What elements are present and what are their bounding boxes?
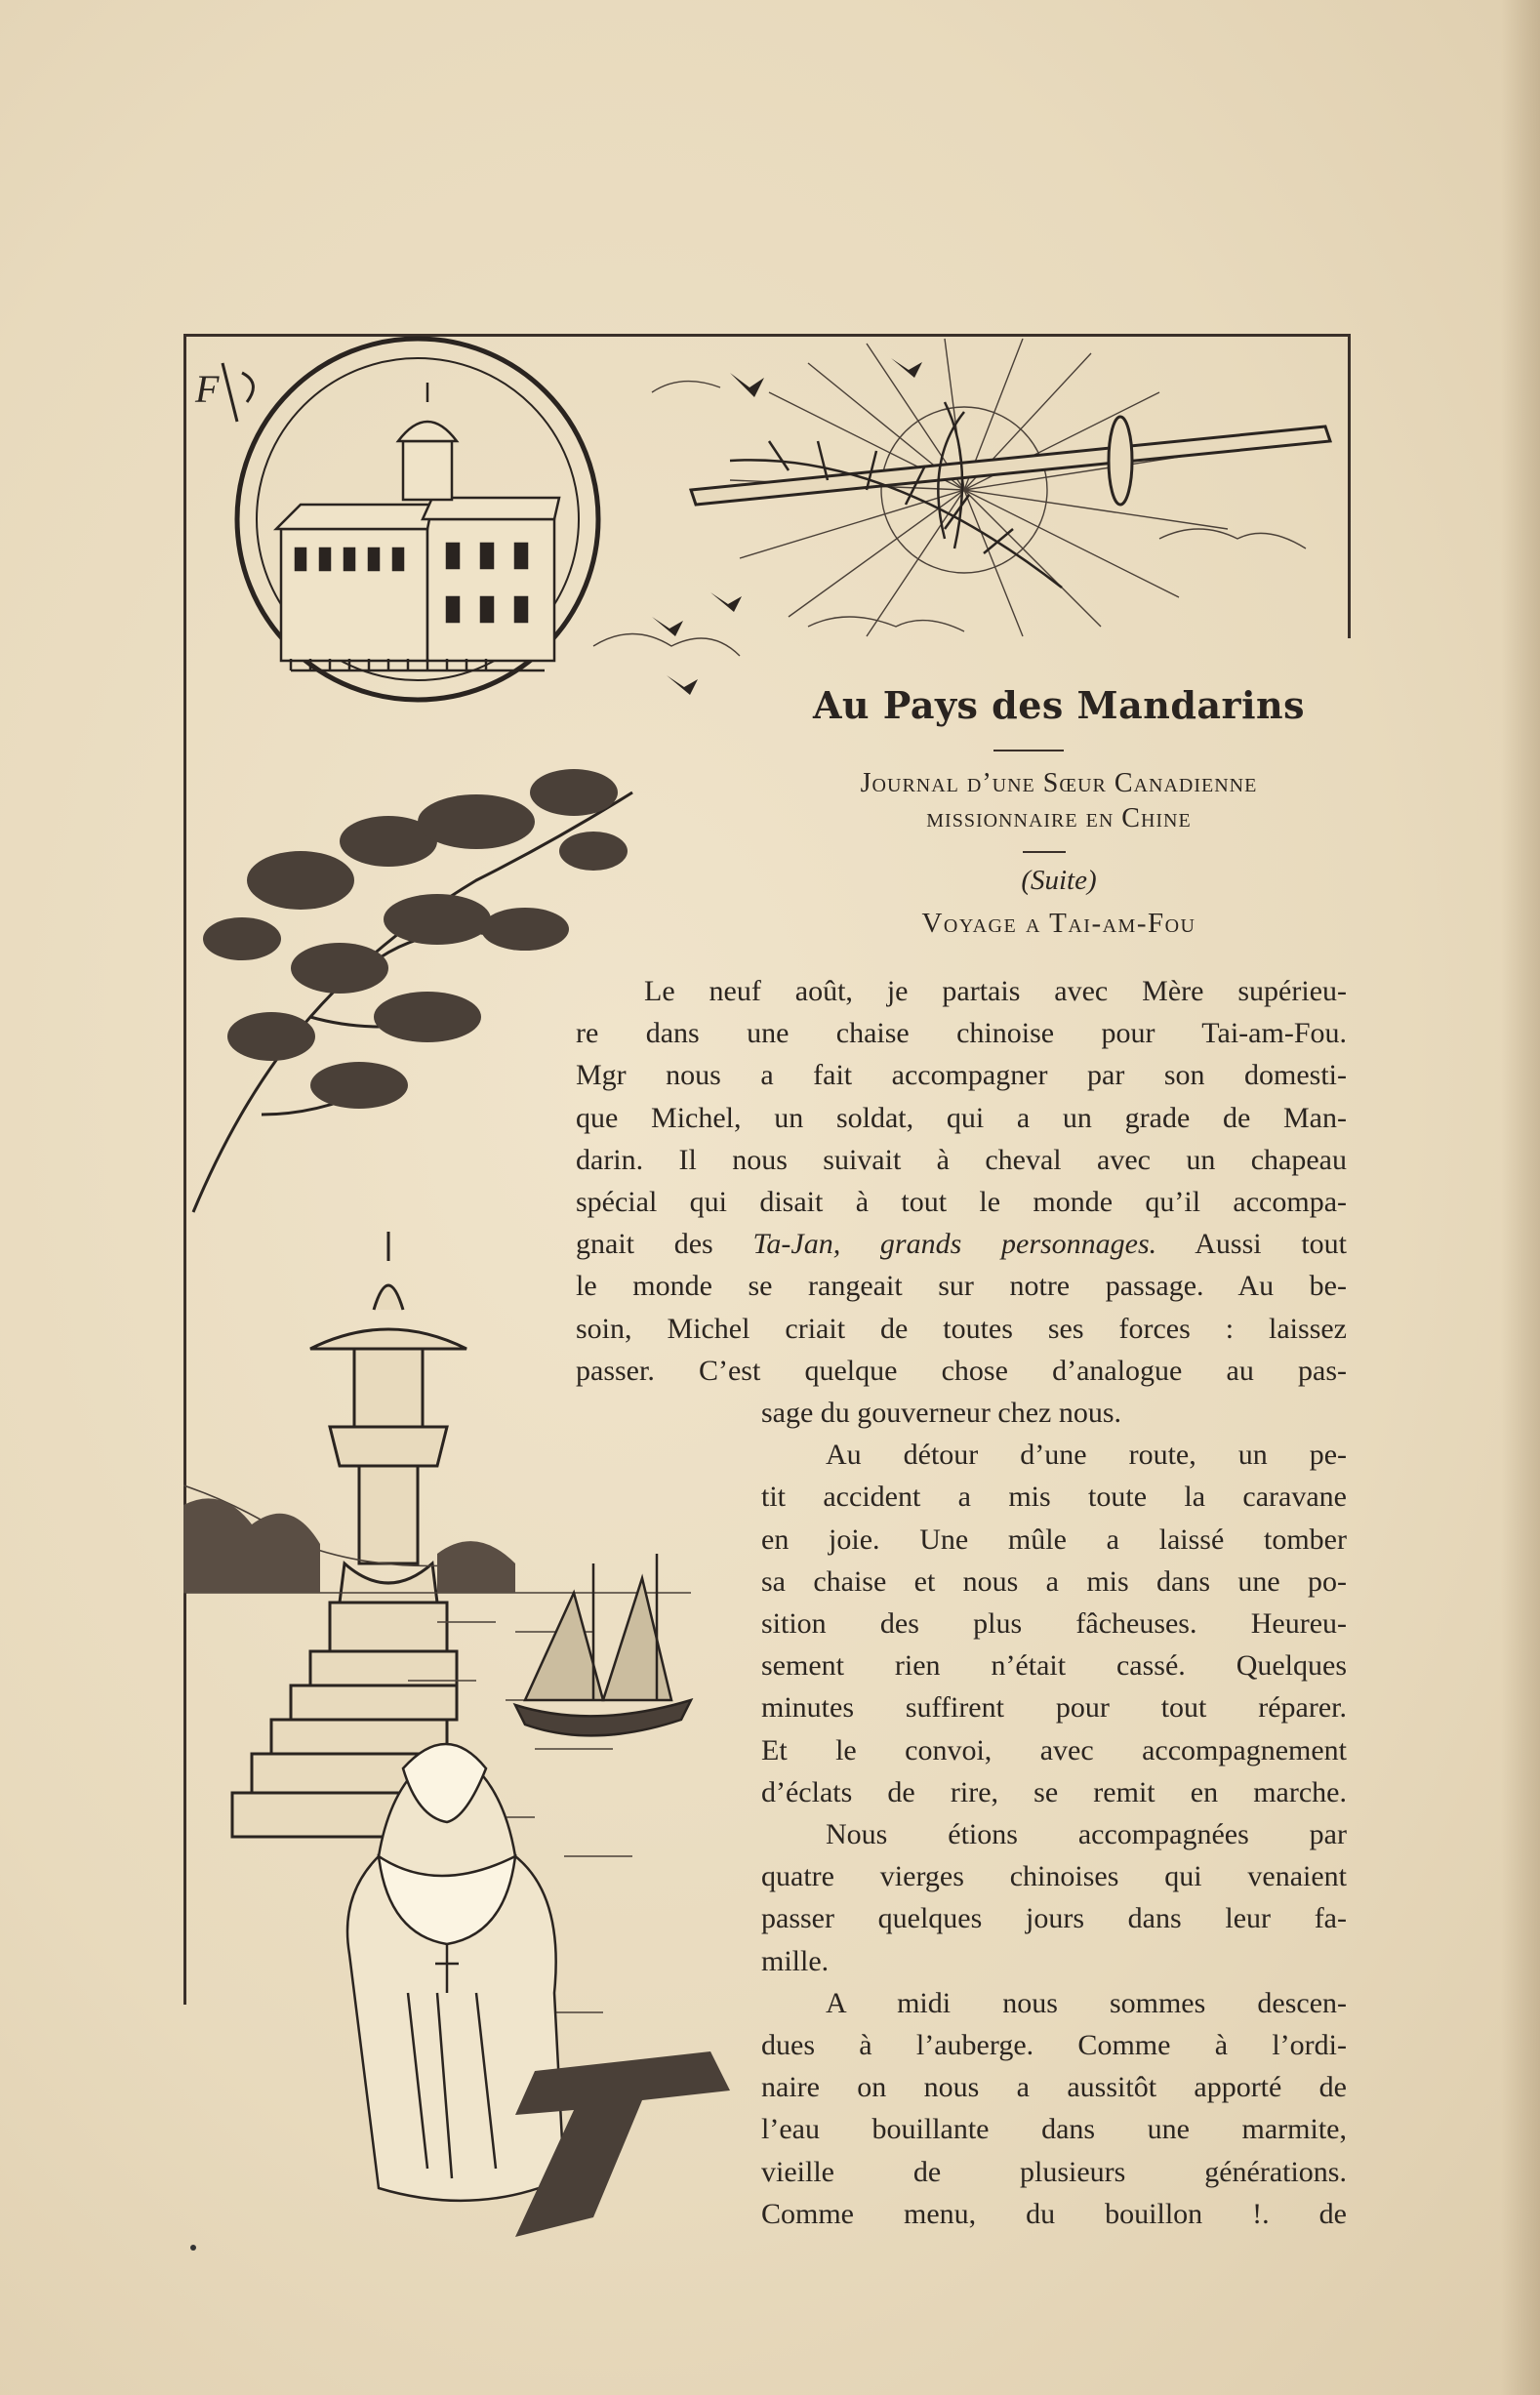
body-line: sement rien n’était cassé. Quelques [761,1649,1347,1683]
sword [691,417,1330,505]
junk-boat [515,1554,691,1735]
title-rule [993,750,1064,751]
body-line: Comme menu, du bouillon !. de [761,2197,1347,2230]
body-line: dues à l’auberge. Comme à l’ordi- [761,2029,1347,2061]
body-line: Mgr nous a fait accompagner par son domesti- [576,1059,1347,1092]
body-line: l’eau bouillante dans une marmite, [761,2113,1347,2146]
body-line: soin, Michel criait de toutes ses forces : laissez [576,1312,1347,1345]
body-line: quatre vierges chinoises qui venaient [761,1860,1347,1893]
body-line: sa chaise et nous a mis dans une po- [761,1564,1347,1598]
italic-phrase: Ta-Jan, grands personnages. [752,1228,1157,1261]
body-line: spécial qui disait à tout le monde qu’il accompa- [576,1186,1347,1218]
body-line: re dans une chaise chinoise pour Tai-am-Fou. [576,1017,1347,1050]
subtitle-line-1: Journal d’une Sœur Canadienne [860,768,1258,798]
body-line: vieille de plusieurs générations. [761,2155,1347,2188]
article-title: Au Pays des Mandarins [812,683,1306,727]
continued-label: (Suite) [1021,865,1097,896]
body-line: le monde se rangeait sur notre passage. Au be- [576,1270,1347,1303]
body-line: sition des plus fâcheuses. Heureu- [761,1607,1347,1640]
birds [652,358,922,695]
body-line: passer. C’est quelque chose d’analogue au pas- [576,1354,1347,1387]
subtitle-rule [1023,851,1066,853]
body-line: darin. Il nous suivait à cheval avec un chapeau [576,1143,1347,1176]
tree-foliage [203,769,628,1109]
body-line: Au détour d’une route, un pe- [826,1439,1347,1472]
page-edge-shadow [1501,0,1540,2395]
body-line: mille. [761,1944,830,1977]
body-line: Le neuf août, je partais avec Mère supérieu- [644,975,1347,1007]
subtitle-line-2: missionnaire en Chine [926,803,1192,833]
body-line: naire on nous a aussitôt apporté de [761,2071,1347,2104]
body-line: gnait des Ta-Jan, grands personnages. Aussi tout [576,1228,1347,1261]
convent-building [276,383,559,670]
body-line: en joie. Une mûle a laissé tomber [761,1522,1347,1556]
section-heading: Voyage a Tai-am-Fou [921,908,1196,939]
article-subtitle [761,766,1357,836]
body-line: sage du gouverneur chez nous. [761,1397,1122,1429]
clouds [593,382,1306,656]
body-line: passer quelques jours dans leur fa- [761,1902,1347,1935]
artist-signature: F [195,367,220,411]
body-line: A midi nous sommes descen- [826,1986,1347,2019]
body-line: Et le convoi, avec accompagnement [761,1733,1347,1766]
ink-speck [190,2245,196,2251]
body-line: minutes suffirent pour tout réparer. [761,1691,1347,1725]
body-line: Nous étions accompagnées par [826,1818,1347,1850]
body-line: tit accident a mis toute la caravane [761,1481,1347,1514]
body-line: d’éclats de rire, se remit en marche. [761,1775,1347,1808]
body-line: que Michel, un soldat, qui a un grade de Man- [576,1101,1347,1134]
